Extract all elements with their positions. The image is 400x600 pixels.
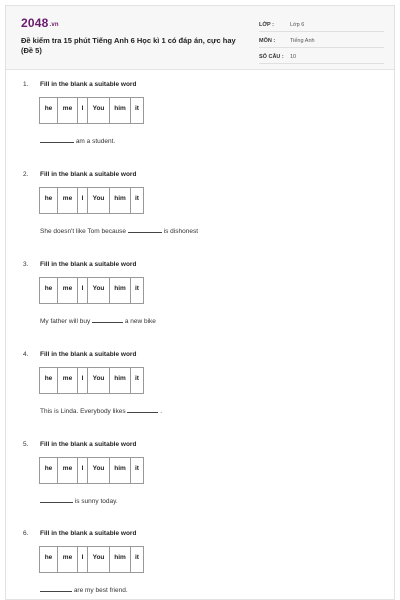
meta-key: SỐ CÂU : [259,54,284,60]
sentence-after: is sunny today. [74,498,118,505]
option-cell: it [135,375,139,382]
question-instruction: Fill in the blank a suitable word [40,261,137,268]
option-cell: You [88,278,110,303]
options-table [39,277,144,304]
answer-blank[interactable] [127,407,158,413]
option-cell: he [40,547,58,572]
worksheet-title: Đề kiểm tra 15 phút Tiếng Anh 6 Học kì 1 có đáp án, cực hay (Đề 5) [21,36,236,55]
question-item [6,351,394,441]
option-cell: You [88,458,110,483]
option-cell: it [135,105,139,112]
question-sentence [40,317,156,325]
meta-key: MÔN : [259,38,276,44]
question-instruction: Fill in the blank a suitable word [40,351,137,358]
option-cell: him [110,188,131,213]
option-cell: I [78,188,88,213]
sentence-after: is dishonest [163,228,198,235]
question-sentence [40,227,198,235]
question-number: 4. [23,351,29,358]
question-instruction: Fill in the blank a suitable word [40,81,137,88]
option-cell: him [110,98,131,123]
option-cell: it [135,195,139,202]
meta-value: Lớp 6 [290,22,305,28]
question-sentence [40,497,118,505]
question-number: 2. [23,171,29,178]
sentence-before: She doesn't like Tom because [40,228,127,235]
sentence-after: am a student. [75,138,116,145]
option-cell: him [110,458,131,483]
meta-row-question-count [259,51,384,64]
option-cell: it [135,285,139,292]
meta-value: Tiếng Anh [290,38,315,44]
option-cell: he [40,98,58,123]
question-number: 1. [23,81,29,88]
answer-blank[interactable] [128,227,162,233]
question-instruction: Fill in the blank a suitable word [40,171,137,178]
option-cell: You [88,188,110,213]
question-number: 6. [23,530,29,537]
site-logo[interactable] [21,16,59,30]
meta-key: LỚP : [259,22,274,28]
options-table [39,457,144,484]
question-instruction: Fill in the blank a suitable word [40,530,137,537]
meta-row-subject [259,35,384,48]
sentence-before: This is Linda. Everybody likes [40,408,126,415]
question-item [6,261,394,351]
option-cell: he [40,188,58,213]
logo-suffix: .vn [49,22,59,28]
option-cell: him [110,368,131,393]
worksheet-header [6,6,394,70]
options-table [39,546,144,573]
option-cell: You [88,98,110,123]
meta-row-class [259,19,384,32]
meta-value: 10 [290,54,297,60]
option-cell: I [78,368,88,393]
option-cell: You [88,368,110,393]
option-cell: me [58,278,78,303]
option-cell: he [40,458,58,483]
options-table [39,97,144,124]
question-sentence [40,137,115,145]
question-number: 3. [23,261,29,268]
option-cell: it [135,465,139,472]
sentence-after: . [160,408,163,415]
sentence-before: My father will buy [40,318,91,325]
option-cell: me [58,98,78,123]
option-cell: me [58,188,78,213]
options-table [39,187,144,214]
answer-blank[interactable] [40,137,74,143]
logo-text: 2048 [21,16,49,30]
option-cell: I [78,547,88,572]
option-cell: I [78,278,88,303]
answer-blank[interactable] [40,586,72,592]
question-item [6,441,394,531]
sentence-after: a new bike [124,318,156,325]
option-cell: it [135,554,139,561]
question-sentence [40,407,162,415]
option-cell: me [58,547,78,572]
option-cell: me [58,458,78,483]
question-item [6,171,394,261]
option-cell: I [78,458,88,483]
options-table [39,367,144,394]
worksheet-meta [259,19,384,67]
option-cell: You [88,547,110,572]
option-cell: him [110,547,131,572]
answer-blank[interactable] [40,497,73,503]
question-number: 5. [23,441,29,448]
question-item [6,530,394,600]
sentence-after: are my best friend. [73,587,128,594]
option-cell: him [110,278,131,303]
question-item [6,81,394,171]
option-cell: he [40,368,58,393]
question-sentence [40,586,128,594]
worksheet-page [5,5,395,600]
option-cell: I [78,98,88,123]
option-cell: me [58,368,78,393]
option-cell: he [40,278,58,303]
answer-blank[interactable] [92,317,123,323]
question-instruction: Fill in the blank a suitable word [40,441,137,448]
